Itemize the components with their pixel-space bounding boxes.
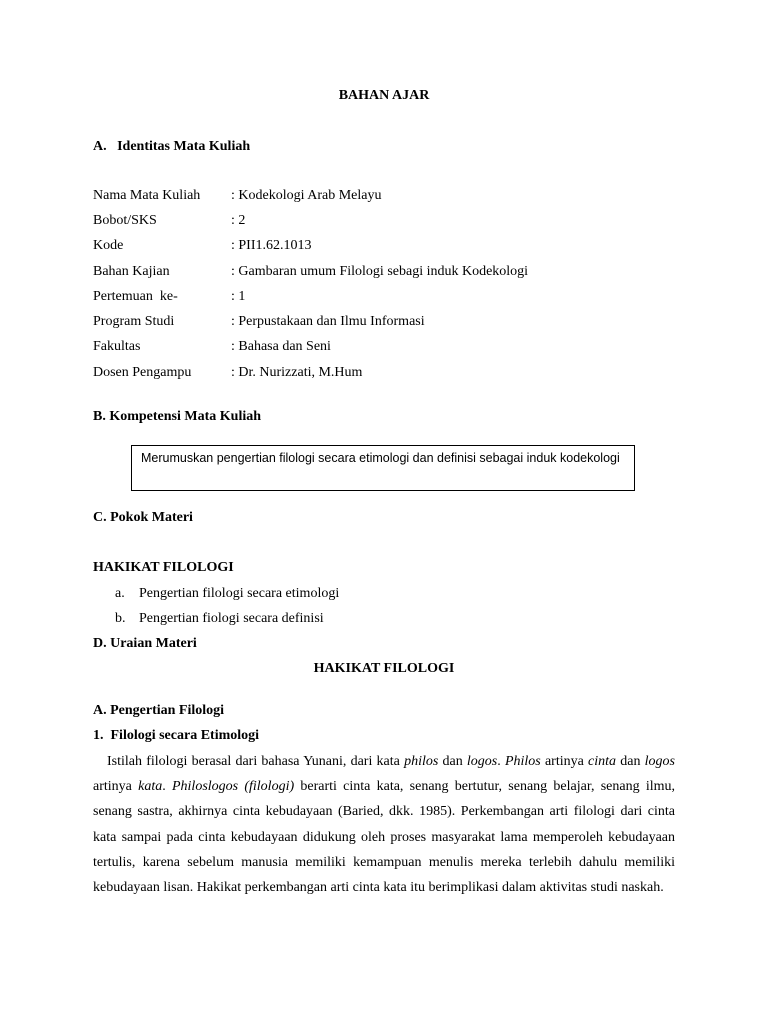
competency-box: Merumuskan pengertian filologi secara etimologi dan definisi sebagai induk kodekologi (131, 445, 635, 491)
list-item (115, 586, 339, 602)
identity-value: : Kodekologi Arab Melayu (231, 188, 382, 203)
paragraph-text: dan (616, 754, 645, 769)
identity-value: : PII1.62.1013 (231, 238, 312, 253)
identity-value: : Perpustakaan dan Ilmu Informasi (231, 314, 425, 329)
list-item-text: Pengertian filologi secara etimologi (139, 586, 340, 601)
paragraph-text: . (162, 779, 172, 795)
identity-label: Pertemuan ke- (93, 289, 178, 304)
paragraph-text: dan (438, 754, 467, 769)
list-item (115, 611, 324, 627)
identity-value: : 1 (231, 289, 246, 304)
identity-label: Kode (93, 238, 124, 253)
section-c-heading: C. Pokok Materi (93, 510, 193, 525)
paragraph-italic: cinta (588, 754, 617, 769)
identity-value: : Bahasa dan Seni (231, 339, 331, 354)
identity-label: Bahan Kajian (93, 264, 170, 279)
identity-value: : 2 (231, 213, 246, 228)
list-marker: a. (115, 586, 125, 601)
identity-label: Dosen Pengampu (93, 365, 192, 380)
etymology-paragraph (93, 749, 675, 900)
identity-value: : Gambaran umum Filologi sebagi induk Kodekologi (231, 264, 529, 279)
subsection-1-heading: 1. Filologi secara Etimologi (93, 728, 260, 743)
paragraph-italic: kata (138, 779, 163, 795)
section-d-heading: D. Uraian Materi (93, 636, 197, 651)
list-item-text: Pengertian fiologi secara definisi (139, 611, 324, 626)
subsection-a-heading: A. Pengertian Filologi (93, 703, 225, 718)
section-b-heading: B. Kompetensi Mata Kuliah (93, 409, 262, 424)
paragraph-italic: logos (466, 754, 498, 769)
document-title: BAHAN AJAR (338, 88, 430, 103)
identity-label: Program Studi (93, 314, 175, 329)
section-a-heading: A. Identitas Mata Kuliah (93, 139, 251, 154)
identity-value: : Dr. Nurizzati, M.Hum (231, 365, 363, 380)
list-marker: b. (115, 611, 126, 626)
identity-label: Bobot/SKS (93, 213, 157, 228)
identity-label: Nama Mata Kuliah (93, 188, 201, 203)
paragraph-text: artinya (93, 779, 139, 795)
paragraph-italic: Philoslogos (filologi) (171, 779, 295, 795)
paragraph-text: berarti cinta kata, senang bertutur, senang belajar, senang ilmu, senang sastra, akhirnya cinta kebudayaan (Baried, dkk. 1985). Perkembangan arti filologi dari cinta kata sampai pada cinta kebudayaan didukung oleh proses masyarakat lama memperoleh kebudayaan tertulis, karena sebelum manusia memiliki kemampuan menulis mereka terlebih dahulu memiliki kebudayaan lisan. Hakikat perkembangan arti cinta kata itu berimplikasi dalam aktivitas studi naskah. (93, 779, 675, 896)
identity-label: Fakultas (93, 339, 141, 354)
paragraph-text: . (497, 754, 505, 769)
paragraph-italic: logos (644, 754, 675, 769)
material-title: HAKIKAT FILOLOGI (313, 661, 455, 676)
paragraph-italic: philos (404, 754, 439, 769)
paragraph-italic: Philos (504, 754, 541, 769)
paragraph-text: artinya (540, 754, 589, 769)
paragraph-text: Istilah filologi berasal dari bahasa Yunani, dari kata (107, 754, 405, 769)
topic-subheading: HAKIKAT FILOLOGI (93, 560, 234, 575)
